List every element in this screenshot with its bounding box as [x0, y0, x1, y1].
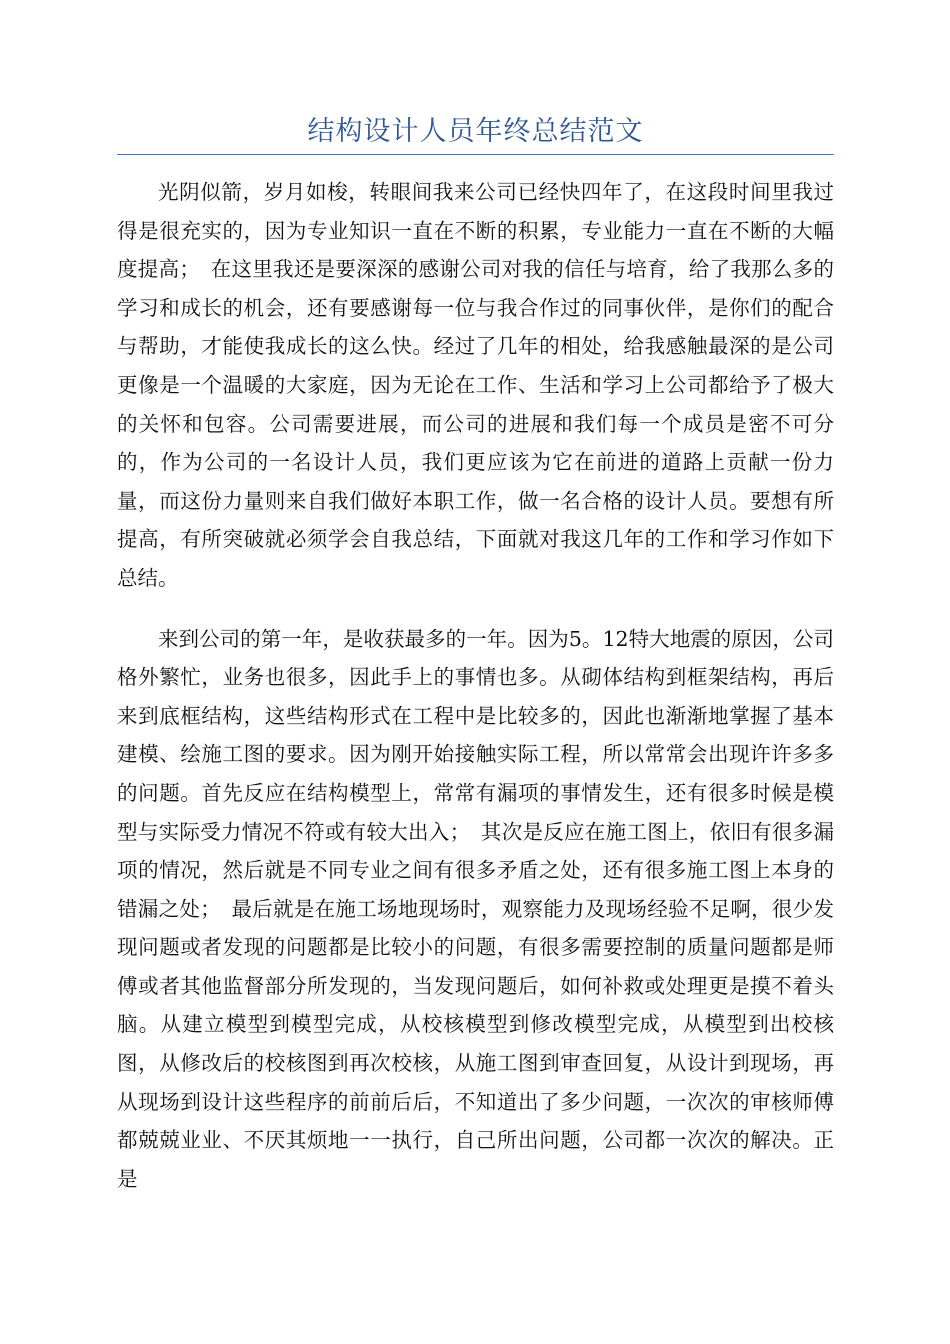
document-body: [117, 173, 834, 1198]
body-paragraph-2: 来到公司的第一年，是收获最多的一年。因为5。12特大地震的原因，公司格外繁忙，业务也很多，因此手上的事情也多。从砌体结构到框架结构，再后来到底框结构，这些结构形式在工程中是比较多的，因此也渐渐地掌握了基本建模、绘施工图的要求。因为刚开始接触实际工程，所以常常会出现许许多多的问题。首先反应在结构模型上，常常有漏项的事情发生，还有很多时候是模型与实际受力情况不符或有较大出入； 其次是反应在施工图上，依旧有很多漏项的情况，然后就是不同专业之间有很多矛盾之处，还有很多施工图上本身的错漏之处； 最后就是在施工场地现场时，观察能力及现场经验不足啊，很少发现问题或者发现的问题都是比较小的问题，有很多需要控制的质量问题都是师傅或者其他监督部分所发现的，当发现问题后，如何补救或处理更是摸不着头脑。从建立模型到模型完成，从校核模型到修改模型完成，从模型到出校核图，从修改后的校核图到再次校核，从施工图到审查回复，从设计到现场，再从现场到设计这些程序的前前后后，不知道出了多少问题，一次次的审核师傅都兢兢业业、不厌其烦地一一执行，自己所出问题，公司都一次次的解决。正是: [117, 626, 834, 1191]
title-underline: [117, 154, 834, 155]
document-title: 结构设计人员年终总结范文: [307, 116, 644, 147]
body-paragraph-1: 光阴似箭，岁月如梭，转眼间我来公司已经快四年了，在这段时间里我过得是很充实的，因为专业知识一直在不断的积累，专业能力一直在不断的大幅度提高； 在这里我还是要深深的感谢公司对我的信任与培育，给了我那么多的学习和成长的机会，还有要感谢每一位与我合作过的同事伙伴，是你们的配合与帮助，才能使我成长的这么快。经过了几年的相处，给我感触最深的是公司更像是一个温暖的大家庭，因为无论在工作、生活和学习上公司都给予了极大的关怀和包容。公司需要进展，而公司的进展和我们每一个成员是密不可分的，作为公司的一名设计人员，我们更应该为它在前进的道路上贡献一份力量，而这份力量则来自我们做好本职工作，做一名合格的设计人员。要想有所提高，有所突破就必须学会自我总结，下面就对我这几年的工作和学习作如下总结。: [117, 180, 834, 590]
